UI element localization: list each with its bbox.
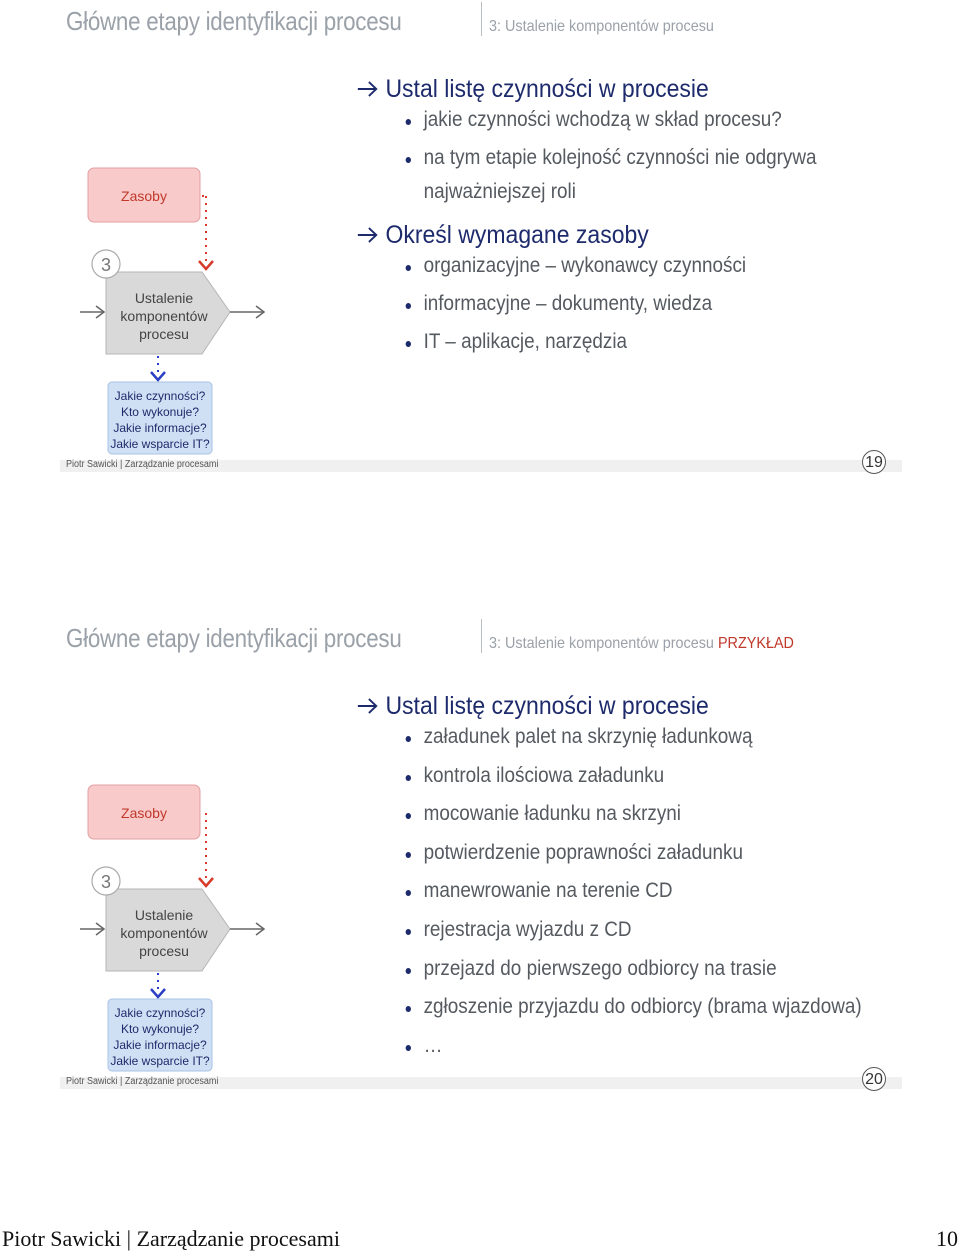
section-heading xyxy=(356,218,871,252)
process-diagram xyxy=(80,160,280,460)
subtitle-accent: PRZYKŁAD xyxy=(717,635,794,652)
slide-title: Główne etapy identyfikacji procesu xyxy=(66,623,402,653)
question-line: Jakie czynności? xyxy=(114,389,206,403)
bullet-item xyxy=(402,1034,865,1073)
step-number: 3 xyxy=(100,872,112,892)
bullet-text: na tym etapie kolejność czynności nie odgrywa xyxy=(423,146,817,169)
bullet-item xyxy=(402,879,865,918)
slide-title: Główne etapy identyfikacji procesu xyxy=(66,6,402,36)
arrow-down-red-icon xyxy=(199,261,213,269)
bullet-item xyxy=(402,841,865,880)
section-heading xyxy=(356,689,871,723)
subtitle-text: 3: Ustalenie komponentów procesu xyxy=(489,635,718,652)
step-label-line: procesu xyxy=(139,943,189,959)
slide-content xyxy=(356,72,916,368)
bullet-text: manewrowanie na terenie CD xyxy=(423,879,673,903)
slide-content xyxy=(356,689,916,1072)
question-line: Jakie wsparcie IT? xyxy=(110,437,210,451)
bullet-item xyxy=(402,146,865,180)
arrow-right-icon xyxy=(356,225,380,245)
question-line: Kto wykonuje? xyxy=(120,405,200,419)
resource-box-label: Zasoby xyxy=(121,805,167,821)
slide-20 xyxy=(0,617,960,1117)
bullet-text: informacyjne – dokumenty, wiedza xyxy=(423,292,713,315)
subtitle-text: 3: Ustalenie komponentów procesu xyxy=(489,18,714,35)
section-heading-text: Określ wymagane zasoby xyxy=(385,220,649,249)
question-line: Kto wykonuje? xyxy=(120,1022,200,1036)
document-page-number: 10 xyxy=(936,1226,958,1251)
step-number: 3 xyxy=(100,255,112,275)
document-footer: Piotr Sawicki | Zarządzanie procesami xyxy=(2,1226,340,1251)
process-diagram xyxy=(80,777,280,1077)
arrow-down-red-icon xyxy=(199,878,213,886)
slide-19 xyxy=(0,0,960,500)
question-line: Jakie czynności? xyxy=(114,1006,206,1020)
bullet-text: organizacyjne – wykonawcy czynności xyxy=(423,254,747,277)
bullet-item xyxy=(402,995,865,1034)
question-line: Jakie wsparcie IT? xyxy=(110,1054,210,1068)
question-line: Jakie informacje? xyxy=(113,421,207,435)
bullet-text: załadunek palet na skrzynię ładunkową xyxy=(423,725,753,748)
arrow-down-blue-icon xyxy=(151,372,165,380)
bullet-item xyxy=(402,330,865,368)
step-label-line: komponentów xyxy=(120,308,208,324)
bullet-text: … xyxy=(423,1033,443,1057)
bullet-text: rejestracja wyjazdu z CD xyxy=(423,917,632,941)
bullet-item xyxy=(402,957,865,996)
header-divider xyxy=(481,2,482,36)
arrow-right-icon xyxy=(356,696,380,716)
section-heading-text: Ustal listę czynności w procesie xyxy=(385,74,709,103)
bullet-text: mocowanie ładunku na skrzyni xyxy=(423,802,681,826)
bullet-item xyxy=(402,108,865,146)
question-line: Jakie informacje? xyxy=(113,1038,207,1052)
arrow-right-icon xyxy=(356,79,380,99)
bullet-text: jakie czynności wchodzą w skład procesu? xyxy=(423,108,782,131)
slide-page-number: 20 xyxy=(862,1067,886,1091)
bullet-item xyxy=(402,764,865,803)
bullet-text: kontrola ilościowa załadunku xyxy=(423,763,665,787)
step-label-line: komponentów xyxy=(120,925,208,941)
bullet-item xyxy=(402,725,865,764)
arrow-down-blue-icon xyxy=(151,989,165,997)
bullet-item xyxy=(402,292,865,330)
section-heading-text: Ustal listę czynności w procesie xyxy=(385,691,709,720)
step-label-line: Ustalenie xyxy=(134,907,194,923)
bullet-text: potwierdzenie poprawności załadunku xyxy=(423,840,744,864)
bullet-text: zgłoszenie przyjazdu do odbiorcy (brama wjazdowa) xyxy=(423,995,862,1019)
slide-page-number: 19 xyxy=(862,450,886,474)
bullet-text: przejazd do pierwszego odbiorcy na trasie xyxy=(423,956,777,980)
bullet-text: IT – aplikacje, narzędzia xyxy=(423,330,628,353)
slide-footer: Piotr Sawicki | Zarządzanie procesami xyxy=(66,459,219,470)
header-divider xyxy=(481,619,482,653)
step-label-line: Ustalenie xyxy=(134,290,194,306)
bullet-text: najważniejszej roli xyxy=(423,180,576,203)
section-heading xyxy=(356,72,871,106)
bullet-item xyxy=(402,802,865,841)
resource-box-label: Zasoby xyxy=(121,188,167,204)
bullet-item xyxy=(402,254,865,292)
slide-subtitle xyxy=(489,18,714,36)
bullet-item xyxy=(402,918,865,957)
bullet-continuation xyxy=(402,180,865,218)
step-label-line: procesu xyxy=(139,326,189,342)
slide-subtitle xyxy=(489,635,794,653)
slide-footer: Piotr Sawicki | Zarządzanie procesami xyxy=(66,1076,219,1087)
